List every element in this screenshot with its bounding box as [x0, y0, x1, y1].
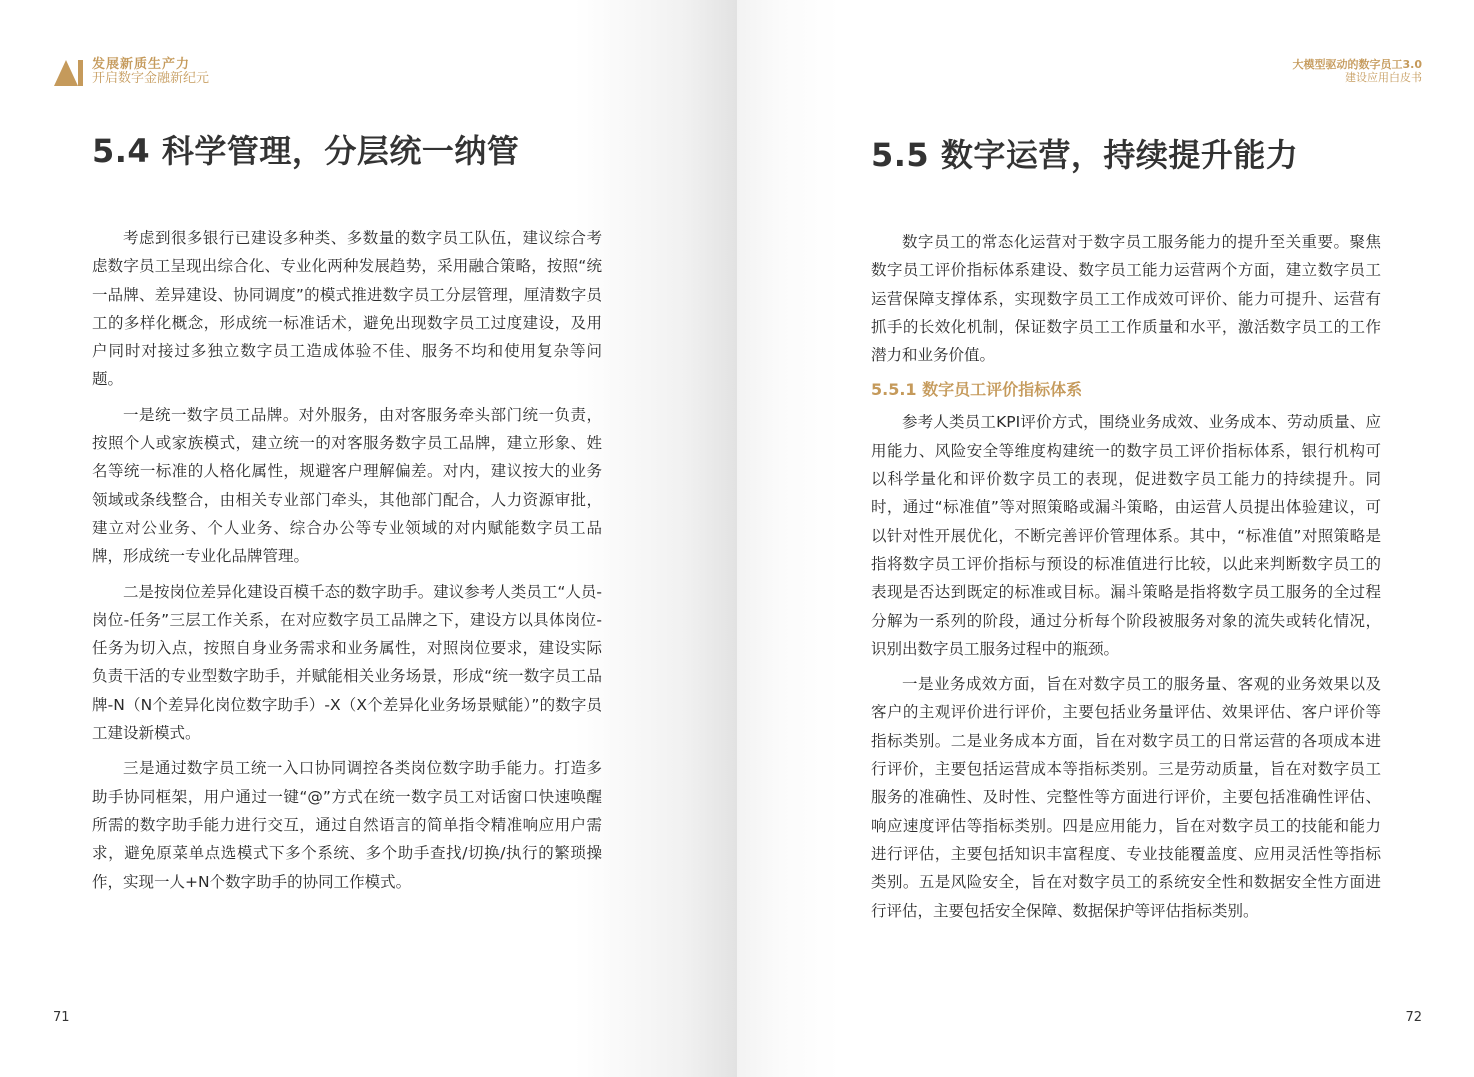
right-body-text — [871, 228, 1381, 932]
ai-logo-mark-icon — [54, 58, 84, 86]
document-title-line1: 大模型驱动的数字员工3.0 — [1292, 58, 1422, 71]
paragraph: 一是统一数字员工品牌。对外服务，由对客服务牵头部门统一负责，按照个人或家族模式，建立统一的对客服务数字员工品牌，建立形象、姓名等统一标准的人格化属性，规避客户理解偏差。对内，建议按大的业务领域或条线整合，由相关专业部门牵头，其他部门配合，人力资源审批，建立对公业务、个人业务、综合办公等专业领域的对内赋能数字员工品牌，形成统一专业化品牌管理。 — [92, 405, 602, 566]
brand-text — [92, 58, 209, 86]
paragraph: 考虑到很多银行已建设多种类、多数量的数字员工队伍，建议综合考虑数字员工呈现出综合化、专业化两种发展趋势，采用融合策略，按照“统一品牌、差异建设、协同调度”的模式推进数字员工分层管理，厘清数字员工的多样化概念，形成统一标准话术，避免出现数字员工过度建设，及用户同时对接过多独立数字员工造成体验不佳、服务不均和使用复杂等问题。 — [92, 229, 602, 389]
left-body-text — [92, 224, 602, 903]
section-title-5-5: 5.5 数字运营，持续提升能力 — [871, 136, 1299, 174]
brand-slogan-line2: 开启数字金融新纪元 — [92, 71, 210, 86]
document-title-line2: 建设应用白皮书 — [1345, 71, 1422, 84]
subsection-title-5-5-1: 5.5.1 数字员工评价指标体系 — [871, 380, 1083, 400]
section-title-5-4: 5.4 科学管理，分层统一纳管 — [92, 132, 520, 170]
intro-paragraph: 数字员工的常态化运营对于数字员工服务能力的提升至关重要。聚焦数字员工评价指标体系建设、数字员工能力运营两个方面，建立数字员工运营保障支撑体系，实现数字员工工作成效可评价、能力可提升、运营有抓手的长效化机制，保证数字员工工作质量和水平，激活数字员工的工作潜力和业务价值。 — [871, 233, 1381, 365]
brand-slogan-line1: 发展新质生产力 — [92, 57, 191, 72]
document-title-header — [1293, 58, 1423, 84]
page-number: 71 — [53, 1010, 70, 1025]
paragraph: 二是按岗位差异化建设百模千态的数字助手。建议参考人类员工“人员-岗位-任务”三层工作关系，在对应数字员工品牌之下，建设方以具体岗位-任务为切入点，按照自身业务需求和业务属性，对照岗位要求，建设实际负责干活的专业型数字助手，并赋能相关业务场景，形成“统一数字员工品牌-N（N个差异化岗位数字助手）-X（X个差异化业务场景赋能）”的数字员工建设新模式。 — [92, 582, 602, 743]
right-page — [737, 0, 1474, 1077]
paragraph: 参考人类员工KPI评价方式，围绕业务成效、业务成本、劳动质量、应用能力、风险安全等维度构建统一的数字员工评价指标体系，银行机构可以科学量化和评价数字员工的表现，促进数字员工能力的持续提升。同时，通过“标准值”等对照策略或漏斗策略，由运营人员提出体验建议，可以针对性开展优化，不断完善评价管理体系。其中，“标准值”对照策略是指将数字员工评价指标与预设的标准值进行比较，以此来判断数字员工的表现是否达到既定的标准或目标。漏斗策略是指将数字员工服务的全过程分解为一系列的阶段，通过分析每个阶段被服务对象的流失或转化情况，识别出数字员工服务过程中的瓶颈。 — [871, 413, 1381, 658]
paragraph: 三是通过数字员工统一入口协同调控各类岗位数字助手能力。打造多助手协同框架，用户通过一键“@”方式在统一数字员工对话窗口快速唤醒所需的数字助手能力进行交互，通过自然语言的简单指令精准响应用户需求，避免原菜单点选模式下多个系统、多个助手查找/切换/执行的繁琐操作，实现一人+N个数字助手的协同工作模式。 — [92, 759, 602, 891]
brand-header — [54, 57, 209, 87]
paragraph: 一是业务成效方面，旨在对数字员工的服务量、客观的业务效果以及客户的主观评价进行评价，主要包括业务量评估、效果评估、客户评价等指标类别。二是业务成本方面，旨在对数字员工的日常运营的各项成本进行评价，主要包括运营成本等指标类别。三是劳动质量，旨在对数字员工服务的准确性、及时性、完整性等方面进行评价，主要包括准确性评估、响应速度评估等指标类别。四是应用能力，旨在对数字员工的技能和能力进行评估，主要包括知识丰富程度、专业技能覆盖度、应用灵活性等指标类别。五是风险安全，旨在对数字员工的系统安全性和数据安全性方面进行评估，主要包括安全保障、数据保护等评估指标类别。 — [871, 675, 1381, 920]
page-number: 72 — [1405, 1010, 1422, 1025]
